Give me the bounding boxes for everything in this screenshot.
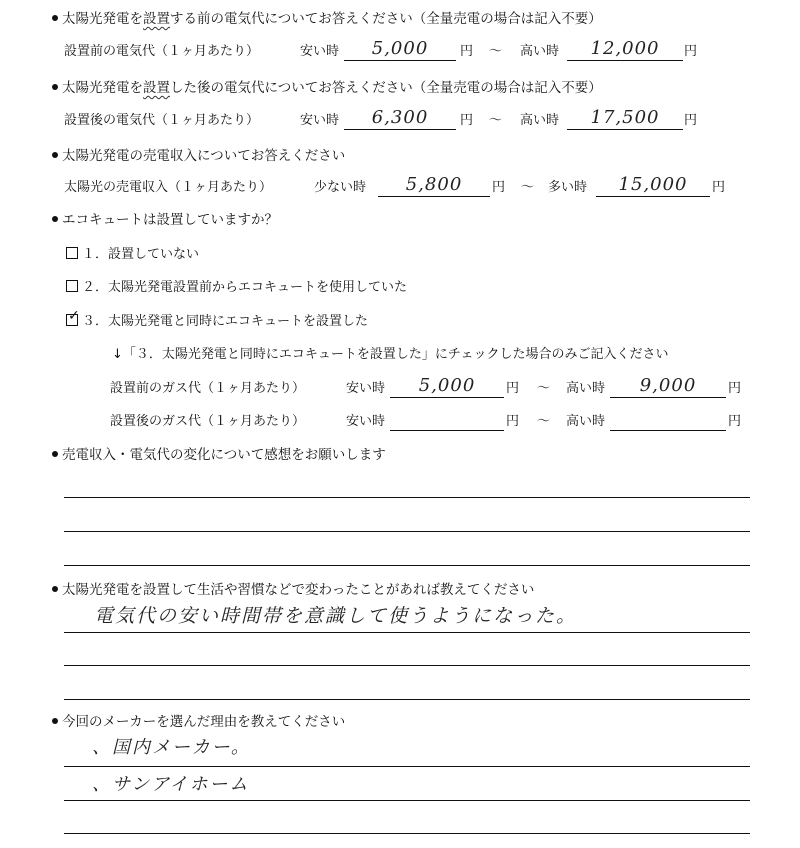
q1-heading-text-pre: 太陽光発電を bbox=[62, 11, 143, 27]
q3-yen-1: 円 bbox=[492, 180, 506, 195]
q7-handwritten-answer-2[interactable]: 、サンアイホーム bbox=[92, 774, 250, 795]
q1-yen-1: 円 bbox=[460, 44, 474, 59]
bullet-icon bbox=[52, 15, 58, 21]
q1-high-underline bbox=[567, 60, 683, 61]
q4-option-3[interactable] bbox=[66, 308, 369, 330]
q1-low-value[interactable]: 5,000 bbox=[371, 38, 429, 59]
q2-yen-1: 円 bbox=[460, 113, 474, 128]
q7-answer-line[interactable] bbox=[64, 766, 750, 767]
checkbox-empty-icon[interactable] bbox=[66, 247, 78, 259]
q3-low-underline bbox=[378, 196, 490, 197]
q3-row-label: 太陽光の売電収入（１ヶ月あたり） bbox=[64, 180, 273, 195]
gas-after-low-underline bbox=[390, 430, 504, 431]
q2-range-separator: ～ bbox=[489, 113, 503, 128]
gas-before-high-value[interactable]: 9,000 bbox=[639, 375, 697, 396]
q3-range-separator: ～ bbox=[521, 180, 535, 195]
gas-after-range-separator: ～ bbox=[537, 414, 551, 429]
checkbox-checked-icon[interactable] bbox=[66, 308, 80, 326]
q6-answer-line[interactable] bbox=[64, 699, 750, 700]
q5-answer-line[interactable] bbox=[64, 565, 750, 566]
q3-high-value[interactable]: 15,000 bbox=[618, 174, 688, 195]
q3-heading-text: 太陽光発電の売電収入についてお答えください bbox=[62, 148, 346, 164]
q1-high-value[interactable]: 12,000 bbox=[590, 38, 660, 59]
q4-heading bbox=[52, 212, 278, 228]
q7-heading-text: 今回のメーカーを選んだ理由を教えてください bbox=[62, 714, 346, 730]
q4-option-1-label: １．設置していない bbox=[82, 247, 200, 262]
gas-after-high-underline bbox=[610, 430, 726, 431]
q2-heading-text-post: した後の電気代についてお答えください（全量売電の場合は記入不要） bbox=[170, 80, 602, 96]
q3-low-label: 少ない時 bbox=[314, 180, 367, 195]
q2-low-value[interactable]: 6,300 bbox=[371, 107, 429, 128]
q1-heading-text-emphasis: 設置 bbox=[143, 11, 170, 27]
q4-option-3-label: ３．太陽光発電と同時にエコキュートを設置した bbox=[82, 314, 369, 329]
q5-answer-line[interactable] bbox=[64, 531, 750, 532]
q2-yen-2: 円 bbox=[684, 113, 698, 128]
gas-before-low-underline bbox=[390, 397, 504, 398]
q2-high-underline bbox=[567, 129, 683, 130]
gas-before-high-label: 高い時 bbox=[566, 381, 606, 396]
q2-low-label: 安い時 bbox=[300, 113, 340, 128]
q5-answer-line[interactable] bbox=[64, 497, 750, 498]
bullet-icon bbox=[52, 451, 58, 457]
q7-answer-line[interactable] bbox=[64, 800, 750, 801]
q1-low-underline bbox=[344, 60, 456, 61]
q4-option-2-label: ２．太陽光発電設置前からエコキュートを使用していた bbox=[82, 280, 408, 295]
q2-high-value[interactable]: 17,500 bbox=[590, 107, 660, 128]
gas-before-range-separator: ～ bbox=[537, 381, 551, 396]
bullet-icon bbox=[52, 152, 58, 158]
gas-after-high-label: 高い時 bbox=[566, 414, 606, 429]
gas-before-yen-1: 円 bbox=[506, 381, 520, 396]
q4-heading-text: エコキュートは設置していますか？ bbox=[62, 212, 278, 228]
checkbox-empty-icon[interactable] bbox=[66, 280, 78, 292]
q3-heading bbox=[52, 148, 345, 164]
q6-answer-line[interactable] bbox=[64, 632, 750, 633]
q6-heading-text: 太陽光発電を設置して生活や習慣などで変わったことがあれば教えてください bbox=[62, 582, 535, 598]
bullet-icon bbox=[52, 216, 58, 222]
gas-before-yen-2: 円 bbox=[728, 381, 742, 396]
q2-row-label: 設置後の電気代（１ヶ月あたり） bbox=[64, 113, 260, 128]
q4-conditional-note: ↓「３．太陽光発電と同時にエコキュートを設置した」にチェックした場合のみご記入ください bbox=[112, 347, 669, 362]
gas-after-yen-2: 円 bbox=[728, 414, 742, 429]
q7-heading bbox=[52, 714, 345, 730]
q4-option-2[interactable] bbox=[66, 280, 407, 296]
q6-heading bbox=[52, 582, 534, 598]
q5-heading bbox=[52, 447, 386, 463]
q1-row-label: 設置前の電気代（１ヶ月あたり） bbox=[64, 44, 260, 59]
q1-heading bbox=[52, 11, 602, 27]
q3-yen-2: 円 bbox=[712, 180, 726, 195]
q2-heading bbox=[52, 80, 602, 96]
q6-answer-line[interactable] bbox=[64, 665, 750, 666]
q7-handwritten-answer-1[interactable]: 、国内メーカー。 bbox=[92, 737, 251, 758]
q2-low-underline bbox=[344, 129, 456, 130]
q1-range-separator: ～ bbox=[489, 44, 503, 59]
q2-heading-text-pre: 太陽光発電を bbox=[62, 80, 143, 96]
bullet-icon bbox=[52, 84, 58, 90]
q7-answer-line[interactable] bbox=[64, 833, 750, 834]
q4-option-1[interactable] bbox=[66, 247, 199, 263]
bullet-icon bbox=[52, 718, 58, 724]
gas-before-high-underline bbox=[610, 397, 726, 398]
q1-high-label: 高い時 bbox=[520, 44, 560, 59]
q1-heading-text-post: する前の電気代についてお答えください（全量売電の場合は記入不要） bbox=[170, 11, 602, 27]
q3-low-value[interactable]: 5,800 bbox=[405, 174, 463, 195]
q2-high-label: 高い時 bbox=[520, 113, 560, 128]
q3-high-underline bbox=[596, 196, 710, 197]
gas-after-yen-1: 円 bbox=[506, 414, 520, 429]
gas-before-low-value[interactable]: 5,000 bbox=[418, 375, 476, 396]
checkmark-icon: ✓ bbox=[68, 308, 80, 324]
q1-low-label: 安い時 bbox=[300, 44, 340, 59]
gas-before-row-label: 設置前のガス代（１ヶ月あたり） bbox=[110, 381, 306, 396]
q3-high-label: 多い時 bbox=[548, 180, 588, 195]
q2-heading-text-emphasis: 設置 bbox=[143, 80, 170, 96]
q1-yen-2: 円 bbox=[684, 44, 698, 59]
q6-handwritten-answer[interactable]: 電気代の安い時間帯を意識して使うようになった。 bbox=[94, 605, 578, 627]
gas-after-low-label: 安い時 bbox=[346, 414, 386, 429]
gas-after-row-label: 設置後のガス代（１ヶ月あたり） bbox=[110, 414, 306, 429]
bullet-icon bbox=[52, 586, 58, 592]
gas-before-low-label: 安い時 bbox=[346, 381, 386, 396]
q5-heading-text: 売電収入・電気代の変化について感想をお願いします bbox=[62, 447, 386, 463]
